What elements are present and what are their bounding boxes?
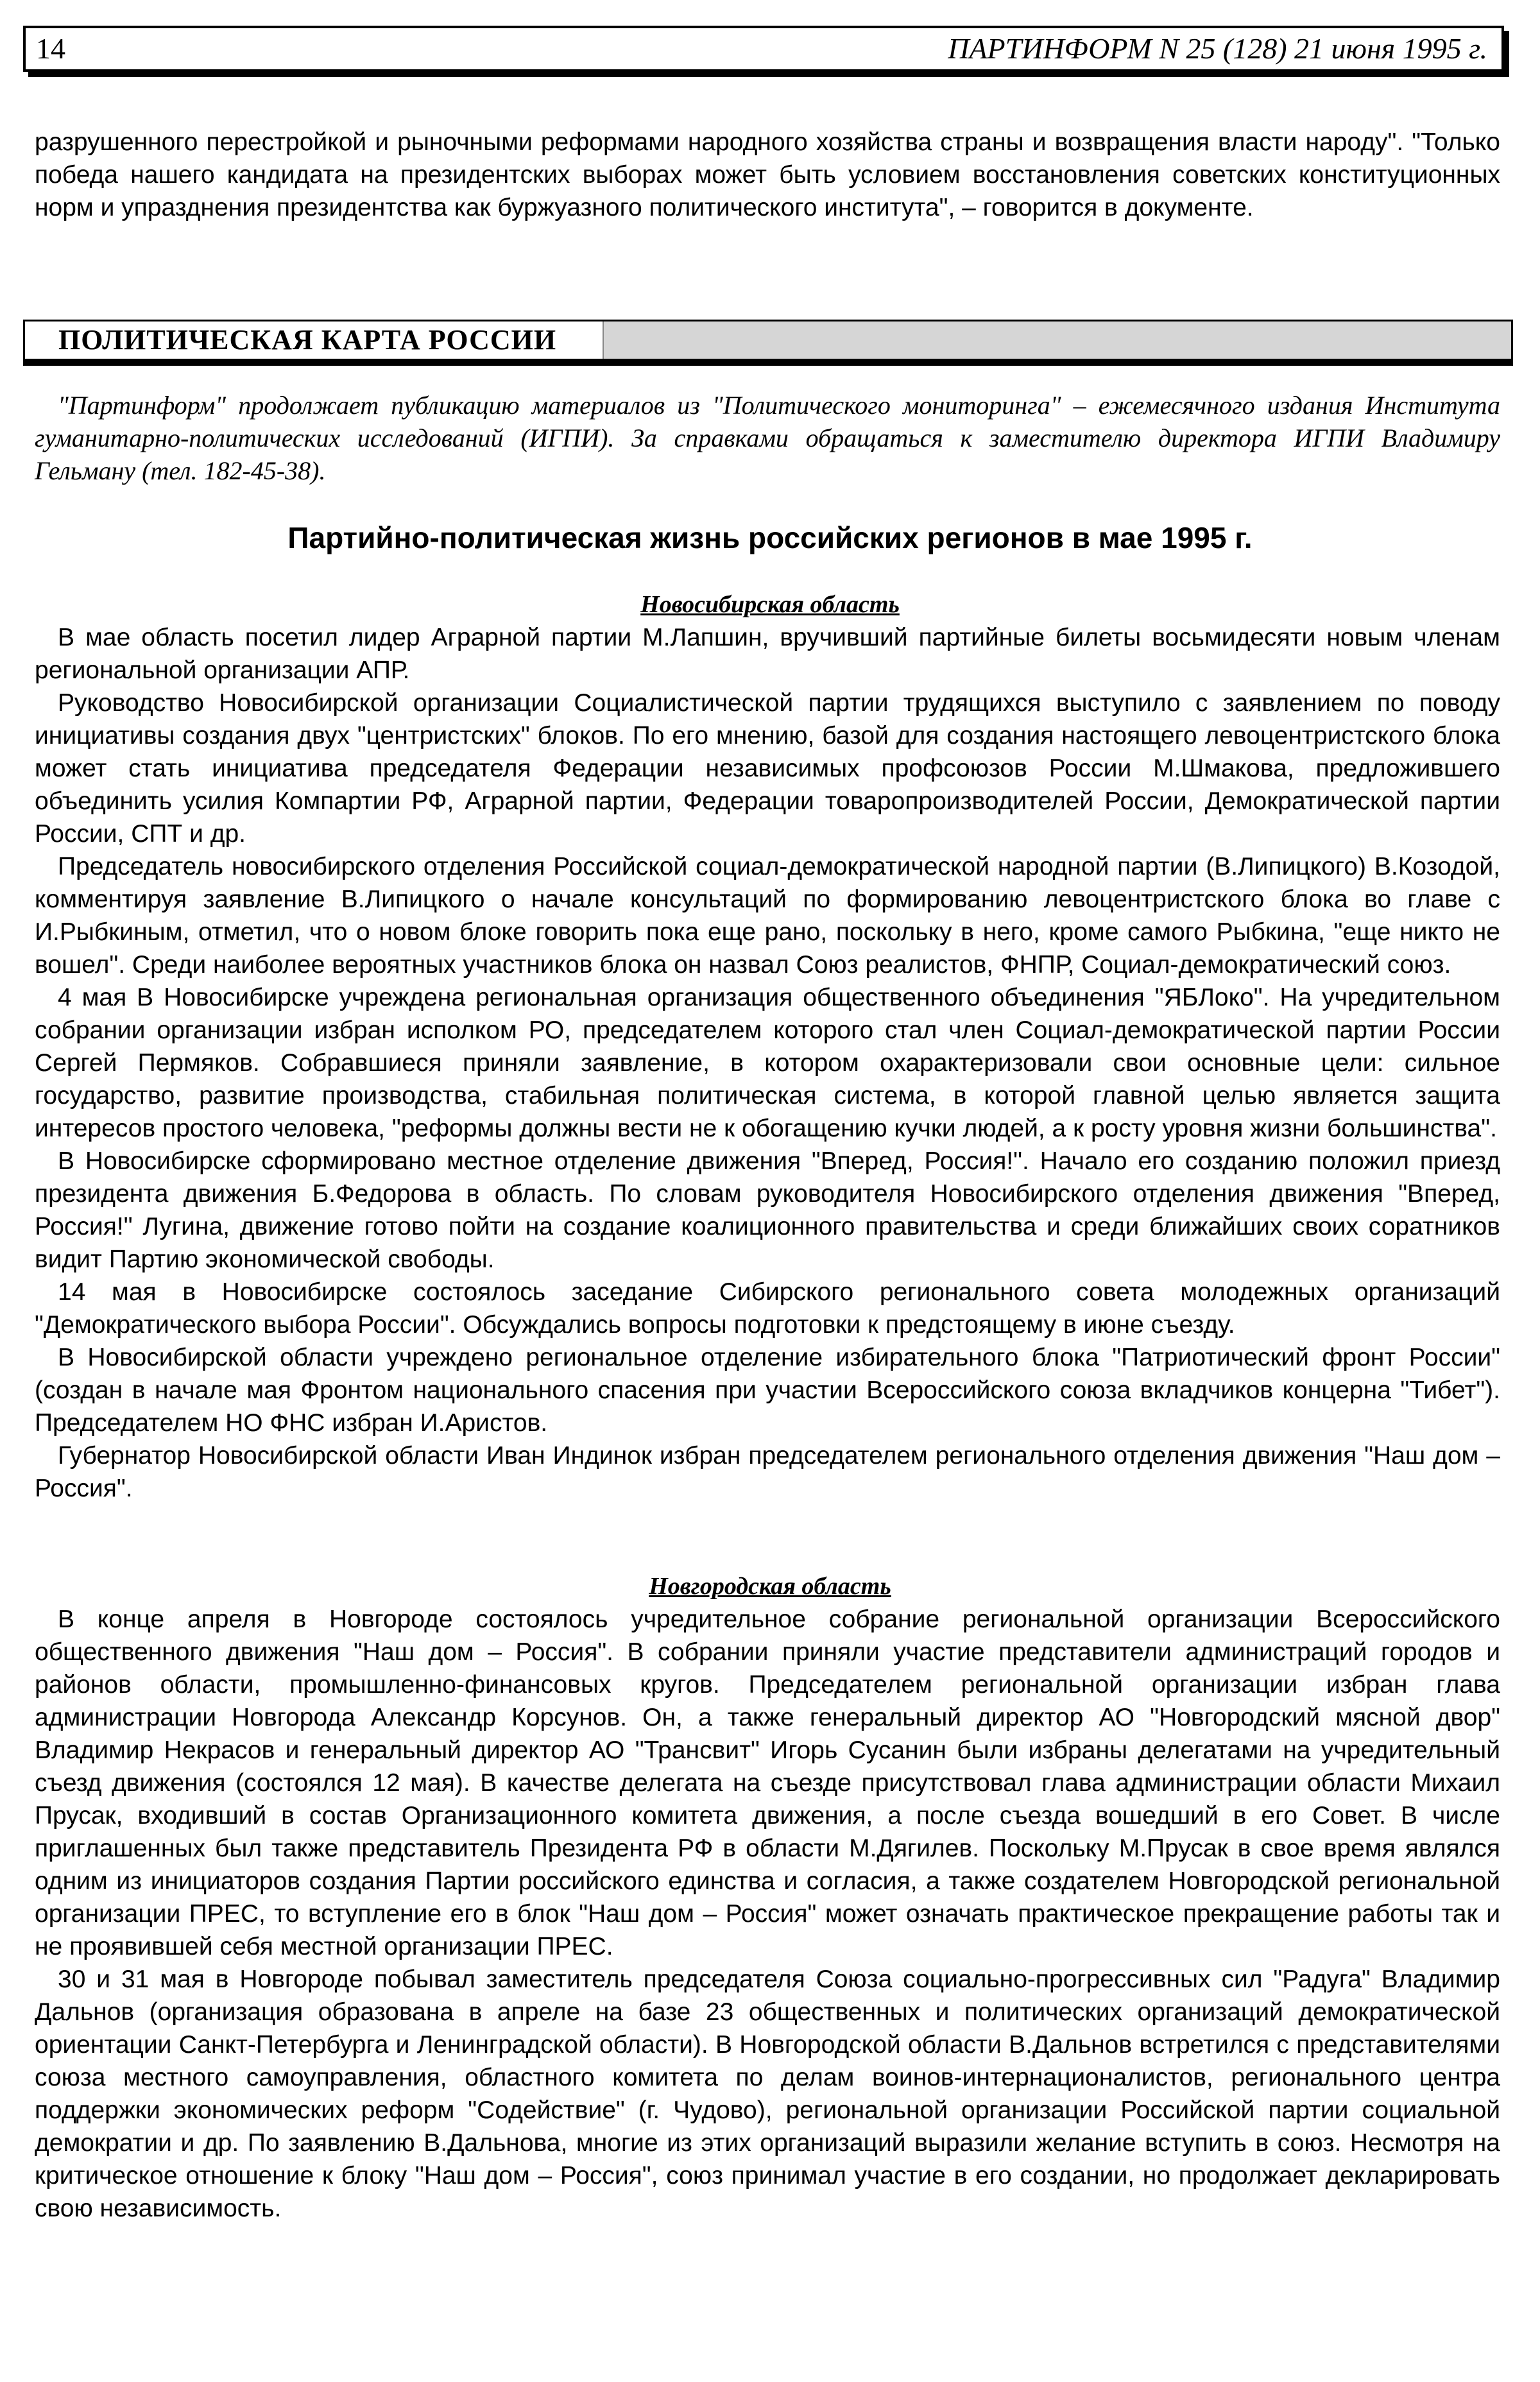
paragraph: 4 мая В Новосибирске учреждена региональная организация общественного объединения "ЯБЛоко". На учредительном собрании организации избран исполком РО, председателем которого стал член Социал-демократической партии России Сергей Пермяков. Собравшиеся приняли заявление, в котором охарактеризовали свои основные цели: сильное государство, развитие производства, стабильная политическая система, в которой главной целью является защита интересов простого человека, "реформы должны вести не к обогащению кучки людей, а к росту уровня жизни большинства". [35, 984, 1500, 1142]
article-title: Партийно-политическая жизнь российских регионов в мае 1995 г. [287, 521, 1253, 554]
section-intro: "Партинформ" продолжает публикацию материалов из "Политического мониторинга" – ежемесячного издания Института гуманитарно-политических исследований (ИГПИ). За справками обращаться к заместителю директора ИГПИ Владимиру Гельману (тел. 182-45-38). [35, 391, 1500, 485]
region-heading-novgorod: Новгородская область [649, 1573, 891, 1600]
region-body-novosibirsk [35, 621, 1500, 1505]
lead-paragraph-block [35, 126, 1500, 224]
section-banner [23, 320, 1513, 361]
paragraph: 30 и 31 мая в Новгороде побывал заместитель председателя Союза социально-прогрессивных сил "Радуга" Владимир Дальнов (организация образована в апреле на базе 23 общественных и политических организаций демократической ориентации Санкт-Петербурга и Ленинградской области). В Новгородской области В.Дальнов встретился с представителями союза местного самоуправления, областного комитета по делам воинов-интернационалистов, регионального центра поддержки экономических реформ "Содействие" (г. Чудово), региональной организации Российской партии социальной демократии и др. По заявлению В.Дальнова, многие из этих организаций выразили желание вступить в союз. Несмотря на критическое отношение к блоку "Наш дом – Россия", союз принимал участие в его создании, но продолжает декларировать свою независимость. [35, 1966, 1500, 2222]
page-number: 14 [36, 32, 65, 65]
running-header [23, 26, 1504, 72]
paragraph: Руководство Новосибирской организации Социалистической партии трудящихся выступило с заявлением по поводу инициативы создания двух "центристских" блоков. По его мнению, базой для создания настоящего левоцентристского блока может стать инициатива председателя Федерации независимых профсоюзов России М.Шмакова, предложившего объединить усилия Компартии РФ, Аграрной партии, Федерации товаропроизводителей России, Демократической партии России, СПТ и др. [35, 689, 1500, 848]
paragraph: Губернатор Новосибирской области Иван Индинок избран председателем регионального отделения движения "Наш дом – Россия". [35, 1442, 1500, 1502]
paragraph: 14 мая в Новосибирске состоялось заседание Сибирского регионального совета молодежных организаций "Демократического выбора России". Обсуждались вопросы подготовки к предстоящему в июне съезду. [35, 1278, 1500, 1339]
paragraph: В Новосибирской области учреждено региональное отделение избирательного блока "Патриотический фронт России" (создан в начале мая Фронтом национального спасения при участии Всероссийского союза вкладчиков концерна "Тибет"). Председателем НО ФНС избран И.Аристов. [35, 1344, 1500, 1437]
paragraph: В конце апреля в Новгороде состоялось учредительное собрание региональной организации Всероссийского общественного движения "Наш дом – Россия". В собрании приняли участие представители администраций городов и районов области, промышленно-финансовых кругов. Председателем региональной организации избран глава администрации Новгорода Александр Корсунов. Он, а также генеральный директор АО "Новгородский мясной двор" Владимир Некрасов и генеральный директор АО "Трансвит" Игорь Сусанин были избраны делегатами на учредительный съезд движения (состоялся 12 мая). В качестве делегата на съезде присутствовал глава администрации области Михаил Прусак, входивший в состав Организационного комитета движения, а после съезда вошедший в его Совет. В числе приглашенных был также представитель Президента РФ в области М.Дягилев. Поскольку М.Прусак в свое время являлся одним из инициаторов создания Партии российского единства и согласия, а также создателем Новгородской региональной организации ПРЕС, то вступление его в блок "Наш дом – Россия" может означать практическое прекращение работы так и не проявившей себя местной организации ПРЕС. [35, 1606, 1500, 1960]
lead-paragraph: разрушенного перестройкой и рыночными реформами народного хозяйства страны и возвращения власти народу". "Только победа нашего кандидата на президентских выборах может быть условием восстановления советских конституционных норм и упразднения президентства как буржуазного политического института", – говорится в документе. [35, 128, 1500, 221]
paragraph: Председатель новосибирского отделения Российской социал-демократической народной партии (В.Липицкого) В.Козодой, комментируя заявление В.Липицкого о начале консультаций по формированию левоцентристского блока во главе с И.Рыбкиным, отметил, что о новом блоке говорить пока еще рано, поскольку в него, кроме самого Рыбкина, "еще никто не вошел". Среди наиболее вероятных участников блока он назвал Союз реалистов, ФНПР, Социал-демократический союз. [35, 853, 1500, 979]
paragraph: В мае область посетил лидер Аграрной партии М.Лапшин, вручивший партийные билеты восьмидесяти новым членам региональной организации АПР. [35, 624, 1500, 684]
issue-info: ПАРТИНФОРМ N 25 (128) 21 июня 1995 г. [948, 32, 1487, 65]
region-body-novgorod [35, 1603, 1500, 2225]
region-heading-novosibirsk: Новосибирская область [640, 591, 900, 618]
section-title: ПОЛИТИЧЕСКАЯ КАРТА РОССИИ [58, 324, 557, 356]
paragraph: В Новосибирске сформировано местное отделение движения "Вперед, Россия!". Начало его созданию положил приезд президента движения Б.Федорова в область. По словам руководителя Новосибирского отделения движения "Вперед, Россия!" Лугина, движение готово пойти на создание коалиционного правительства и среди ближайших своих соратников видит Партию экономической свободы. [35, 1147, 1500, 1273]
banner-fill [603, 321, 1511, 359]
